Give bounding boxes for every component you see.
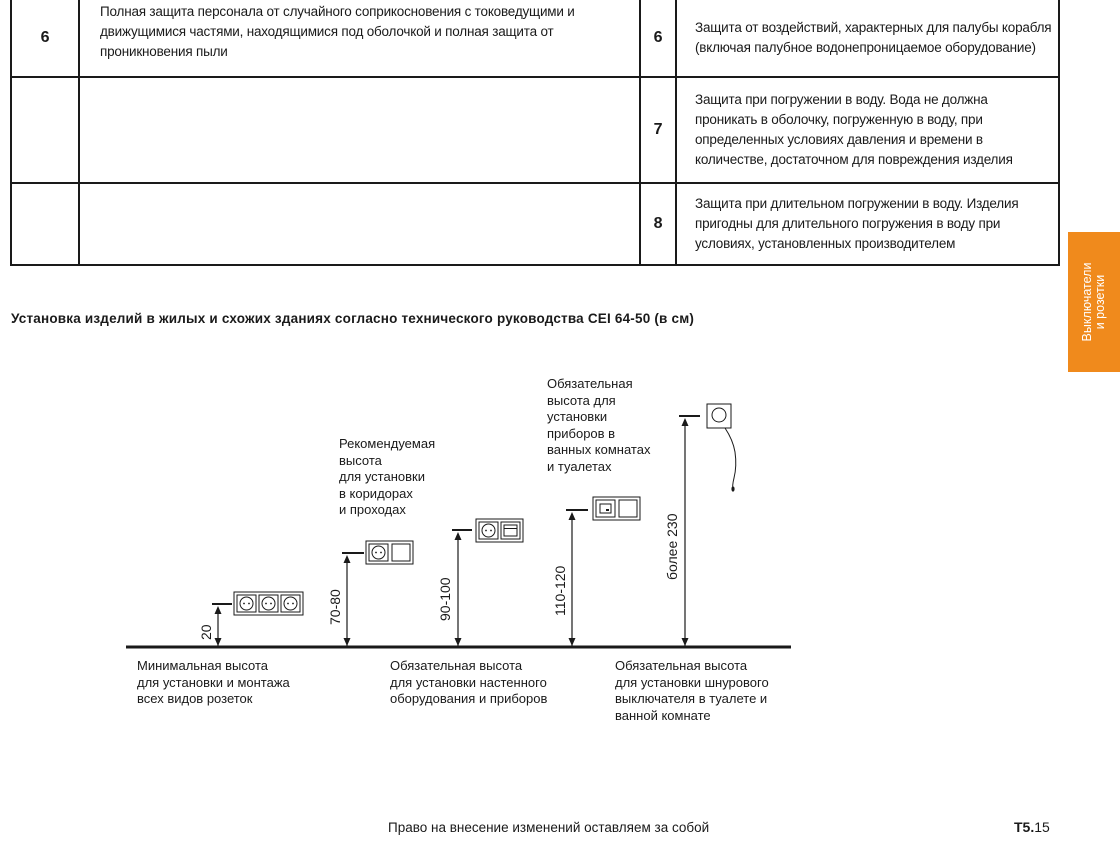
footer-note: Право на внесение изменений оставляем за собой: [388, 820, 710, 835]
double-switch-icon: [593, 497, 640, 520]
note-line: приборов в: [547, 425, 616, 441]
caption-line: оборудования и приборов: [390, 691, 548, 706]
dimension-label-70-80: 70-80: [327, 589, 343, 625]
table-cell-code: 7: [640, 77, 676, 183]
caption-cord-switch: [615, 658, 769, 724]
socket-switch-icon: [366, 541, 413, 564]
table-cell-description: Защита от воздействий, характерных для палубы корабля (включая палубное водонепроницаемое оборудование): [676, 0, 1059, 77]
corridor-height-note: [339, 436, 435, 519]
note-line: для установки: [339, 469, 425, 484]
dimension-label-110-120: 110-120: [552, 565, 568, 616]
dimension-label-230: более 230: [664, 513, 680, 580]
bathroom-height-note: [547, 376, 650, 475]
section-heading: Установка изделий в жилых и схожих зданиях согласно технического руководства CEI 64-50 (в см): [11, 311, 695, 326]
section-tab-line-1: Выключатели: [1080, 262, 1094, 342]
table-cell-code: 8: [640, 183, 676, 265]
note-line: ванных комнатах: [547, 442, 651, 457]
table-cell-description: Защита при погружении в воду. Вода не должна проникать в оболочку, погруженную в воду, при определенных условиях давления и времени в количестве, достаточном для повреждения изделия: [676, 77, 1059, 183]
dimension-label-90-100: 90-100: [437, 577, 453, 621]
page-number: [1014, 819, 1050, 835]
dimension-label-20: 20: [198, 624, 214, 640]
note-line: Рекомендуемая: [339, 436, 436, 451]
table-cell-code: 6: [11, 0, 79, 77]
caption-line: Обязательная высота: [390, 658, 523, 673]
caption-wall-equipment: [390, 658, 547, 708]
socket-thermostat-icon: [476, 519, 523, 542]
note-line: Обязательная: [547, 376, 633, 391]
pull-cord-end: [731, 486, 734, 491]
page-prefix: T5.: [1014, 819, 1035, 835]
note-line: установки: [547, 409, 608, 424]
note-line: и проходах: [339, 502, 406, 517]
note-line: и туалетах: [547, 458, 612, 474]
caption-line: ванной комнате: [615, 707, 711, 723]
caption-line: для установки и монтажа: [137, 674, 290, 690]
table-cell-description: Полная защита персонала от случайного соприкосновения с токоведущими и движущимися частями, находящимися под оболочкой и полная защита от проникновения пыли: [79, 0, 640, 77]
pull-cord: [725, 428, 736, 490]
caption-min-height: [137, 658, 290, 708]
note-line: высота для: [547, 392, 616, 408]
section-tab-line-2: и розетки: [1093, 274, 1107, 330]
cord-switch-icon: [707, 404, 731, 428]
table-cell-code: 6: [640, 0, 676, 77]
caption-line: Обязательная высота: [615, 658, 748, 673]
page-number-value: 15: [1034, 819, 1050, 835]
caption-line: для установки шнурового: [615, 674, 769, 690]
caption-line: всех видов розеток: [137, 691, 253, 706]
caption-line: для установки настенного: [390, 674, 547, 690]
caption-line: выключателя в туалете и: [615, 691, 768, 706]
note-line: в коридорах: [339, 485, 413, 501]
caption-line: Минимальная высота: [137, 658, 268, 673]
table-cell-description: Защита при длительном погружении в воду. Изделия пригодны для длительного погружения в воду при условиях, установленных производителем: [676, 183, 1059, 265]
note-line: высота: [339, 452, 382, 468]
